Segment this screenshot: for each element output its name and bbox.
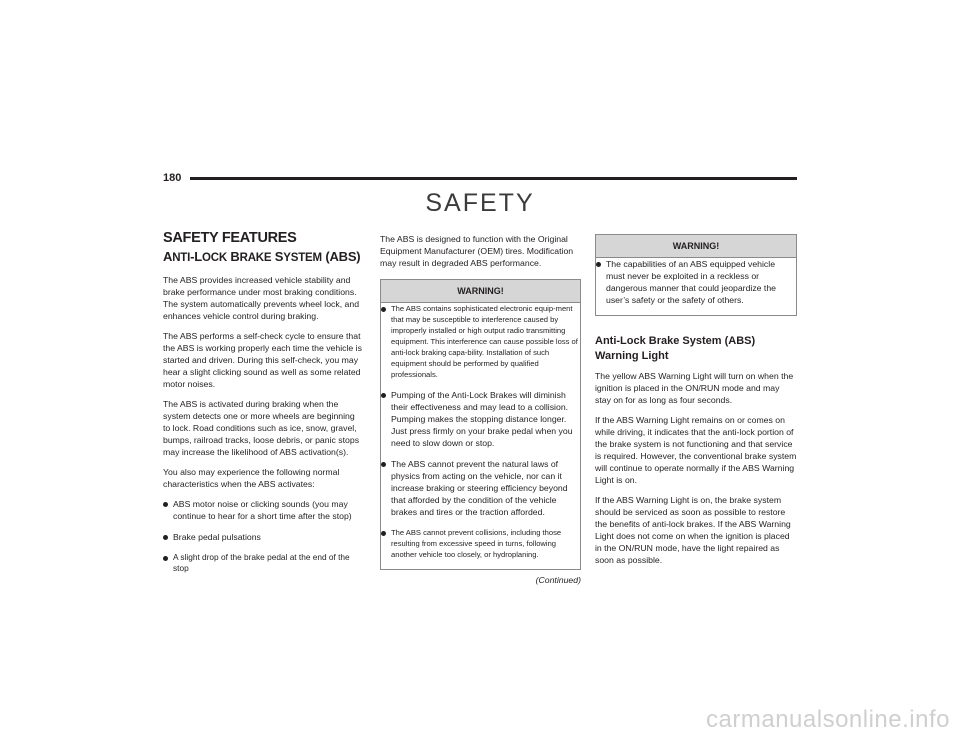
paragraph: The ABS is activated during braking when the system detects one or more wheels are beginning to lock. Road conditions such as ice, snow, gravel, bumps, railroad tracks, loose debris, or panic stops may increase the likelihood of ABS activation(s). [163, 399, 360, 457]
column-2 [380, 233, 581, 586]
warning-list [596, 258, 796, 306]
section-heading: SAFETY FEATURES [163, 230, 297, 246]
list-item: The ABS contains sophisticated electronic equip-ment that may be susceptible to interference caused by improperly installed or high output radio transmitting equipment. This interference can cause possible loss of anti-lock braking capa-bility. Installation of such equipment should be performed by qualified professionals. [381, 303, 580, 380]
paragraph: If the ABS Warning Light is on, the brake system should be serviced as soon as possible to restore the benefits of anti-lock brakes. If the ABS Warning Light does not come on when the ignition is placed in the ON/RUN mode, have the light repaired as soon as possible. [595, 495, 791, 565]
continued-note: (Continued) [535, 575, 581, 585]
warning-title: WARNING! [596, 235, 796, 258]
list-item: ABS motor noise or clicking sounds (you may continue to hear for a short time after the stop) [163, 498, 363, 522]
paragraph: You also may experience the following normal characteristics when the ABS activates: [163, 467, 340, 489]
warning-title: WARNING! [381, 280, 580, 303]
warning-box [595, 234, 797, 316]
column-1 [163, 232, 363, 583]
header-rule [190, 177, 797, 180]
chapter-title: SAFETY [425, 189, 535, 217]
page-number: 180 [163, 172, 182, 184]
list-item: The ABS cannot prevent collisions, including those resulting from excessive speed in turns, following another vehicle too closely, or hydroplaning. [381, 527, 580, 560]
warning-box [380, 279, 581, 570]
list-item: A slight drop of the brake pedal at the end of the stop [163, 552, 363, 574]
list-item: The capabilities of an ABS equipped vehicle must never be exploited in a reckless or dangerous manner that could jeopardize the user’s safety or the safety of others. [596, 258, 796, 306]
list-item: Brake pedal pulsations [163, 531, 363, 543]
list-item: The ABS cannot prevent the natural laws of physics from acting on the vehicle, nor can it increase braking or steering efficiency beyond that afforded by the condition of the vehicle brakes and tires or the traction afforded. [381, 458, 580, 518]
bullet-list [163, 498, 363, 574]
paragraph: The ABS provides increased vehicle stability and brake performance under most braking conditions. The system automatically prevents wheel lock, and enhances vehicle control during braking. [163, 275, 360, 321]
paragraph: The yellow ABS Warning Light will turn on when the ignition is placed in the ON/RUN mode and may stay on for as long as four seconds. [595, 371, 794, 405]
list-item: Pumping of the Anti-Lock Brakes will diminish their effectiveness and may lead to a collision. Pumping makes the stopping distance longer. Just press firmly on your brake pedal when you need to slow down or stop. [381, 389, 580, 449]
column-3 [595, 234, 797, 574]
paragraph: The ABS performs a self-check cycle to ensure that the ABS is working properly each time the vehicle is started and driven. During this self-check, you may hear a slight clicking sound as well as some related motor noises. [163, 331, 362, 389]
subsection-heading: ANTI-LOCK BRAKE SYSTEM (ABS) [163, 249, 361, 264]
subsection-heading-warning-light: Anti-Lock Brake System (ABS) Warning Light [595, 335, 756, 362]
watermark: carmanualsonline.info [706, 706, 950, 733]
paragraph: The ABS is designed to function with the Original Equipment Manufacturer (OEM) tires. Modification may result in degraded ABS performance. [380, 234, 574, 268]
paragraph: If the ABS Warning Light remains on or comes on while driving, it indicates that the anti-lock portion of the brake system is not functioning and that service is required. However, the conventional brake system will continue to operate normally if the ABS Warning Light is on. [595, 415, 797, 485]
warning-list [381, 303, 580, 560]
